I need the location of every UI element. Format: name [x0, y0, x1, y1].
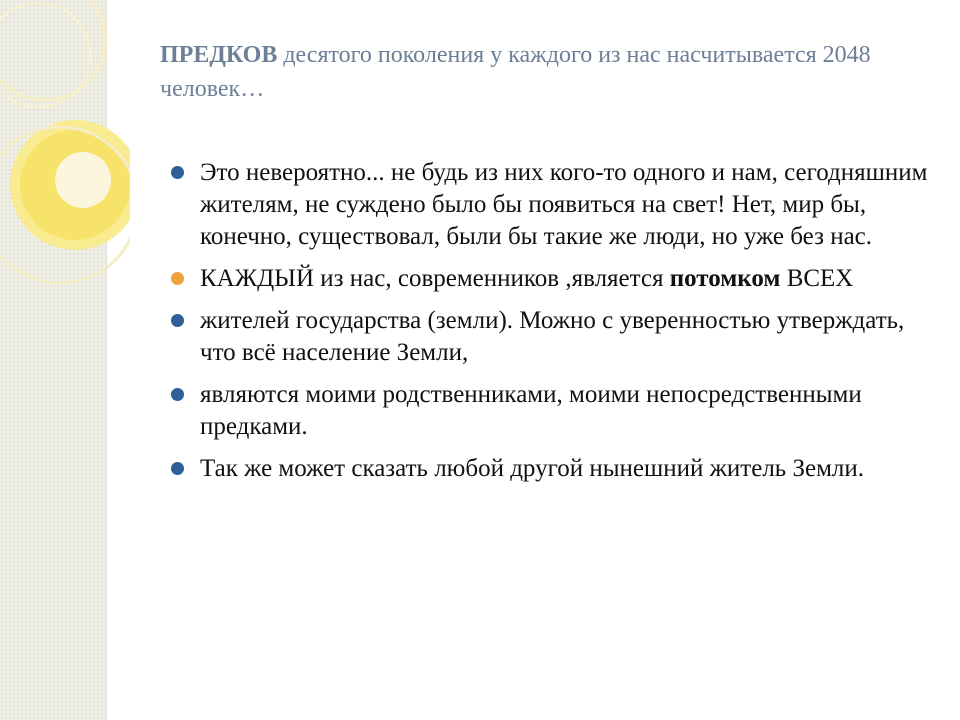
list-item-text: Так же может сказать любой другой нынешний житель Земли.	[200, 455, 864, 482]
list-item	[170, 305, 930, 369]
bullet-dot-icon	[171, 388, 184, 401]
list-item	[170, 453, 930, 485]
list-item-text: являются моими родственниками, моими непосредственными предками.	[200, 381, 862, 440]
list-item	[170, 263, 930, 295]
decorative-rings	[0, 0, 130, 330]
slide-title	[160, 38, 920, 106]
bullet-dot-icon	[171, 166, 184, 179]
list-item-text: Это невероятно... не будь из них кого-то одного и нам, сегодняшним жителям, не суждено было бы появиться на свет! Нет, мир бы, конечно, существовал, были бы такие же люди, но уже без нас.	[200, 159, 928, 250]
title-rest: десятого поколения у каждого из нас насчитывается 2048 человек…	[160, 42, 871, 102]
list-item	[170, 157, 930, 253]
title-bold-word: ПРЕДКОВ	[160, 42, 278, 68]
list-item-text-a: КАЖДЫЙ из нас, современников ,является	[200, 265, 670, 292]
bullet-dot-icon	[171, 314, 184, 327]
bullet-dot-icon	[171, 272, 184, 285]
list-item-text-bold: потомком	[669, 265, 781, 292]
bullet-dot-icon	[171, 462, 184, 475]
list-item	[170, 379, 930, 443]
bullet-list	[170, 157, 930, 495]
list-item-text: жителей государства (земли). Можно с уверенностью утверждать, что всё население Земли,	[200, 307, 905, 366]
list-item-text-b: ВСЕХ	[780, 265, 854, 292]
yellow-ring-hole	[55, 152, 111, 208]
